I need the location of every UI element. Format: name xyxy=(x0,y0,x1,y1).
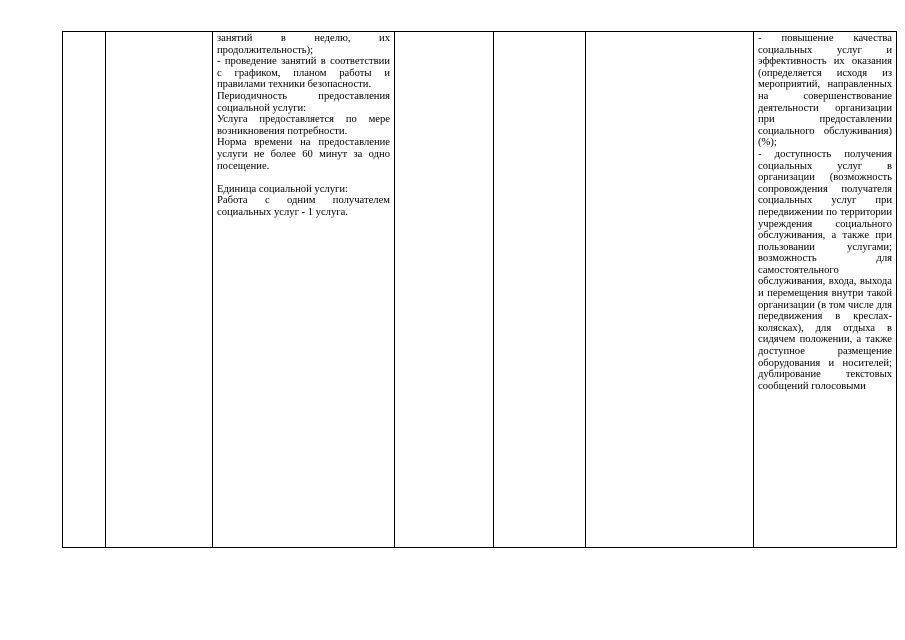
cell-quality-indicators xyxy=(754,32,897,548)
text-line: Услуга предоставляется по мере возникновения потребности. xyxy=(217,114,390,137)
text-line: Норма времени на предоставление услуги не более 60 минут за одно посещение. xyxy=(217,137,390,172)
service-description-text xyxy=(213,32,394,219)
table-row xyxy=(63,32,897,548)
services-table xyxy=(62,31,897,548)
text-line: Единица социальной услуги: xyxy=(217,183,348,195)
text-line: - повышение качества социальных услуг и эффективность их оказания (определяется исходя из мероприятий, направленных на совершенствование деятельности организации при предоставлении социального обслуживания) (%); xyxy=(758,33,892,149)
text-line: - доступность получения социальных услуг в организации (возможность сопровождения получателя социальных услуг при передвижении по территории учреждения социального обслуживания, а также при пользовании услугами; возможность для самостоятельного обслуживания, входа, выхода и перемещения внутри такой организации (в том числе для передвижения в креслах-колясках), для отдыха в сидячем положении, а также доступное размещение оборудования и носителей; дублирование текстовых сообщений голосовыми xyxy=(758,148,892,392)
cell-empty-5 xyxy=(494,32,586,548)
quality-indicators-text xyxy=(754,32,896,392)
cell-empty-6 xyxy=(586,32,754,548)
blank-line xyxy=(217,172,390,184)
text-line: Периодичность предоставления социальной услуги: xyxy=(217,90,390,114)
cell-service-description xyxy=(213,32,395,548)
text-line: занятий в неделю, их продолжительность); xyxy=(217,33,390,56)
text-line: - проведение занятий в соответствии с графиком, планом работы и правилами техники безопасности. xyxy=(217,56,390,91)
cell-number xyxy=(63,32,106,548)
cell-empty-4 xyxy=(395,32,494,548)
cell-service-name xyxy=(106,32,213,548)
text-line: Работа с одним получателем социальных услуг - 1 услуга. xyxy=(217,195,390,218)
